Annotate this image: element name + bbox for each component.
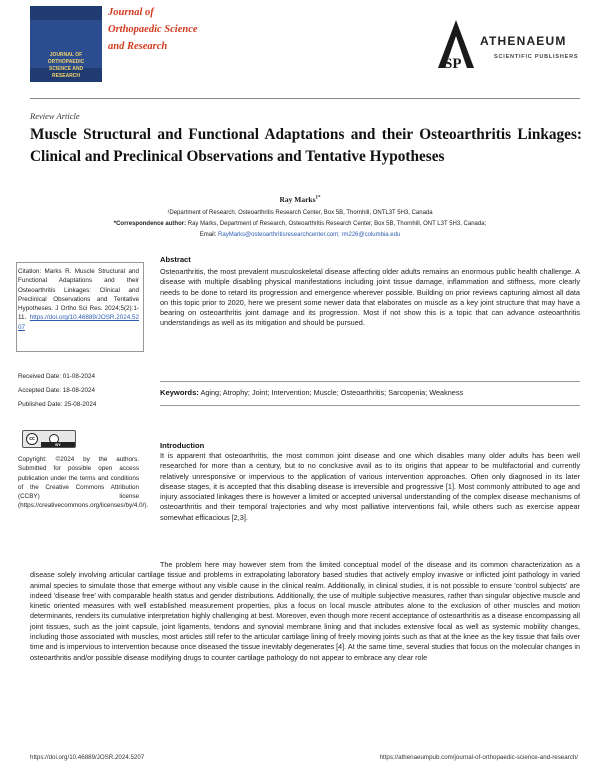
email-label: Email: [199, 232, 217, 238]
published-date: Published Date: 25-08-2024 [18, 401, 97, 408]
correspondence-label: *Correspondence author: [113, 221, 187, 227]
keywords [160, 388, 580, 398]
publisher-mark: SP [444, 56, 462, 70]
sidebar-citation [18, 267, 139, 332]
footer-journal-link[interactable]: https://athenaeumpub.com/journal-of-orthopaedic-science-and-research/ [379, 754, 578, 761]
correspondence [0, 221, 600, 227]
abstract-heading: Abstract [160, 255, 191, 264]
cc-icon: cc [26, 433, 38, 445]
journal-name [108, 4, 258, 55]
article-title: Muscle Structural and Functional Adaptations and their Osteoarthritis Linkages: Clinical and Preclinical Observations and Tentative Hypotheses [30, 126, 582, 165]
abstract-divider [160, 381, 580, 382]
introduction-heading: Introduction [160, 441, 205, 450]
introduction [160, 441, 580, 523]
journal-logo-line: RESEARCH [51, 73, 81, 79]
author-name: Ray Marks [279, 195, 316, 204]
keywords-divider [160, 405, 580, 406]
citation-doi-link[interactable]: https://doi.org/10.46889/JOSR.2024.5207 [18, 314, 139, 331]
journal-logo [30, 6, 102, 82]
article-type: Review Article [30, 111, 80, 121]
accepted-date: Accepted Date: 18-08-2024 [18, 387, 96, 394]
email-link[interactable]: RayMarks@osteoarthritisresearchcenter.com; rm226@columbia.edu [218, 232, 401, 238]
cc-by-strip: BY [41, 442, 75, 447]
citation-text: Citation: Marks R. Muscle Structural and Functional Adaptations and their Osteoarthritis Linkages: Clinical and Preclinical Observations and Tentative Hypotheses. J Ortho Sci Res. 2024;5(2):1-11. [18, 268, 139, 322]
footer-doi-link[interactable]: https://doi.org/10.46889/JOSR.2024.5207 [30, 754, 145, 761]
received-date: Received Date: 01-08-2024 [18, 373, 96, 380]
author-line [0, 195, 600, 204]
journal-logo-line: SCIENCE AND [48, 66, 84, 72]
journal-name-line: Orthopaedic Science [108, 24, 198, 35]
journal-name-line: and Research [108, 41, 168, 52]
journal-logo-line: JOURNAL OF [49, 52, 83, 58]
keywords-text: Aging; Atrophy; Joint; Intervention; Muscle; Osteoarthritis; Sarcopenia; Weakness [200, 388, 464, 397]
author-superscript: 1* [315, 195, 321, 201]
publisher-subtitle: SCIENTIFIC PUBLISHERS [494, 54, 579, 60]
introduction-paragraph-1: It is apparent that osteoarthritis, the most common joint disease and one which disables many older adults has been well researched for more than a century, but to no conclusive avail as to its origins that appear to be multifactorial and currently relatively unresponsive or impervious to the application of various intervention approaches. Often only diagnosed in its later disease stages, it is accepted that this disabling disease is irreversible and progressive [1]. Most commonly attributed to age and injury associated linkages there is however a limited or accepted universal understanding of the complex disease mechanisms of osteoarthritis and their temporal trajectories and why most palliative interventions fail, while others such as exercise appear somewhat efficacious [2,3]. [160, 451, 580, 522]
journal-name-line: Journal of [108, 7, 154, 18]
abstract [160, 255, 580, 329]
abstract-text: Osteoarthritis, the most prevalent musculoskeletal disease affecting older adults remains an enormous public health challenge. A disease with multiple disabling physical manifestations including joint tissue damage, inflammation and stiffness, more clearly needs to be done to retard its progression and emergence wherever possible. Building on prior reviews capturing almost all data on this topic prior to 2020, here we present some newer data that elaborates on muscle as a key joint structure that may have a bearing on osteoarthritis joint damage and its progression. Most if not show this is a topic that can advance osteoarthritis understandings as well as its mitigation and should be pursued. [160, 267, 580, 328]
copyright-notice: Copyright: ©2024 by the authors. Submitted for possible open access publication under the terms and conditions of the Creative Commons Attribution (CCBY) license (https://creativecommons.org/licenses/by/4.0/). [18, 456, 149, 510]
email-line [0, 232, 600, 238]
journal-logo-line: ORTHOPAEDIC [47, 59, 85, 65]
affiliation: ¹Department of Research, Osteoarthritis Research Center, Box 5B, Thornhill, ONTL3T 5H3, Canada [167, 210, 433, 216]
publisher-name: ATHENAEUM [480, 34, 567, 48]
introduction-paragraph-2: The problem here may however stem from the limited conceptual model of the disease and its common characterization as a disease solely involving articular cartilage tissue and problems in extrapolating laboratory based studies that actively employ invasive or inflicted joint pathology in varied animal species to simulate those that emerge without any visible cause in the clinical realm. Additionally, in clinical studies, it is not possible to ensure 'control subjects' are indeed 'disease free' with comparable health status and gender distributions. Additionally, the use of multiple subjective measures, rather than singular objective muscle and kinetic oriented measures with well established measurement properties, plus a focus on local muscle attributes alone to the exclusion of other muscles and motion determinants, renders its cumulative interpretation highly challenging at best. Moreover, even though more recent acceptance of osteoarthritis as a disease encompassing all joint tissues, such as the joint capsule, joint ligaments, tendons and synovial membrane lining and that includes extensive focal as well as systemic mobility changes, including those associated with muscles, most articles still refer to the articular cartilage lining of freely moving joints such as that at the knee as the key tissue that fails over time and is impervious to intervention because once diseased the tissue inevitably degenerates [4]. At the same time, several studies that focus on the molecular changes in osteoarthritis and/or possible disease modifying drugs to counter cartilage pathology do not appear to embrace any clear role [30, 560, 580, 662]
publisher-logo-icon [436, 18, 476, 70]
keywords-label: Keywords: [160, 388, 199, 397]
header-divider [30, 98, 580, 99]
cc-by-license-icon[interactable] [22, 430, 76, 448]
correspondence-text: Ray Marks, Department of Research, Osteoarthritis Research Center, Box 5B, Thornhill, ONT L3T 5H3, Canada; [187, 221, 487, 227]
